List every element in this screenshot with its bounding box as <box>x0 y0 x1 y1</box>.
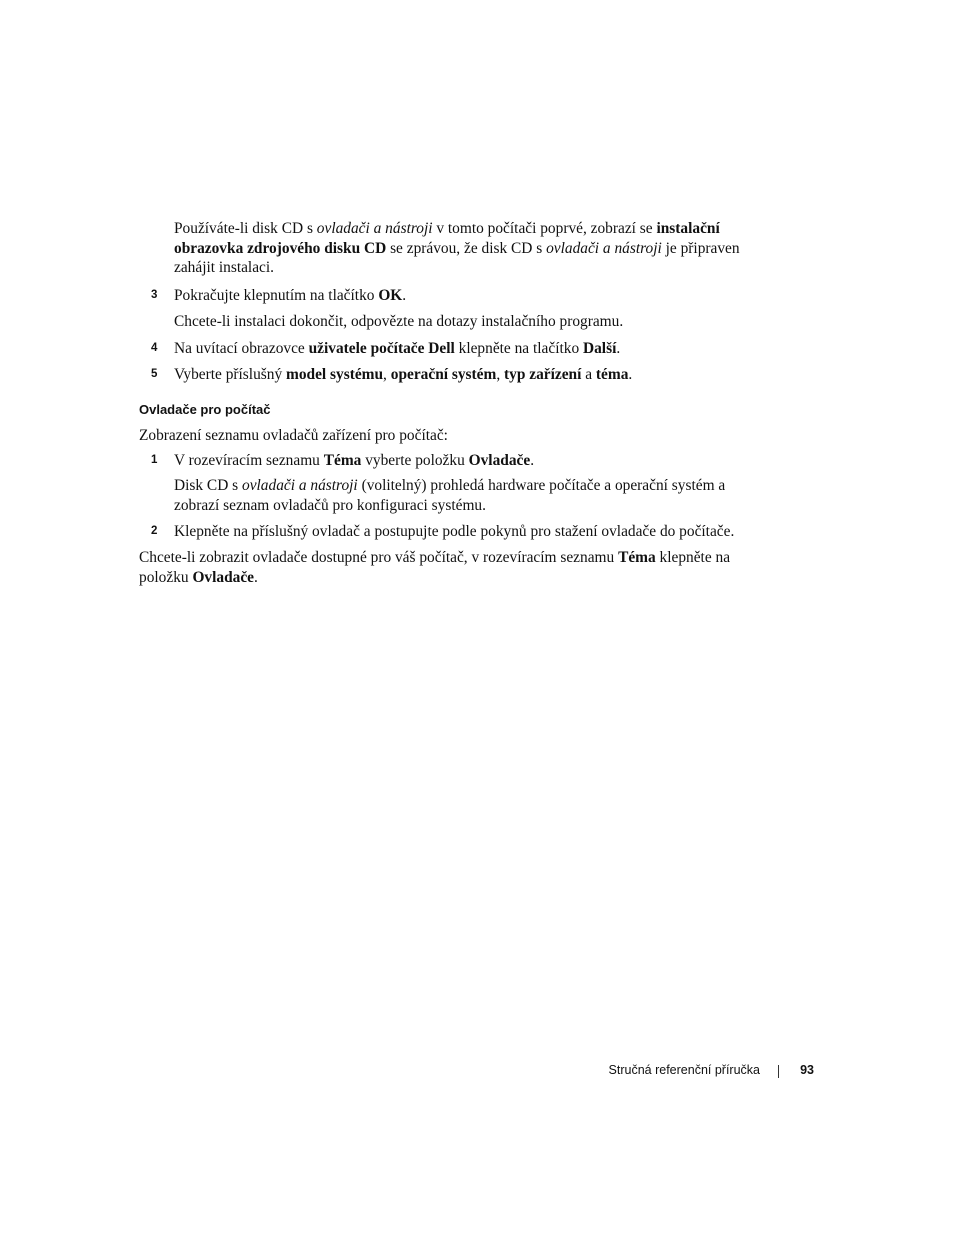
section-heading: Ovladače pro počítač <box>139 402 271 417</box>
section-step-1-text: V rozevíracím seznamu Téma vyberte položku Ovladače. <box>174 452 535 469</box>
footer-divider <box>778 1065 779 1078</box>
closing-paragraph: Chcete-li zobrazit ovladače dostupné pro váš počítač, v rozevíracím seznamu Téma klepněte na položku Ovladače. <box>139 549 731 586</box>
page-number: 93 <box>800 1063 814 1077</box>
step-3-note: Chcete-li instalaci dokončit, odpovězte na dotazy instalačního programu. <box>174 313 624 330</box>
step-4-text: Na uvítací obrazovce uživatele počítače Dell klepněte na tlačítko Další. <box>174 340 621 357</box>
step-3-number: 3 <box>151 289 158 301</box>
section-step-2-text: Klepněte na příslušný ovladač a postupujte podle pokynů pro stažení ovladače do počítače. <box>174 523 735 540</box>
step-3-text: Pokračujte klepnutím na tlačítko OK. <box>174 287 407 304</box>
section-step-1-note: Disk CD s ovladači a nástroji (volitelný) prohledá hardware počítače a operační systém a zobrazí seznam ovladačů pro konfiguraci systému. <box>174 477 726 514</box>
footer-title: Stručná referenční příručka <box>608 1063 760 1077</box>
section-step-1-number: 1 <box>151 454 158 466</box>
section-step-2-number: 2 <box>151 525 158 537</box>
page-footer <box>560 1061 814 1079</box>
intro-paragraph: Používáte-li disk CD s ovladači a nástroji v tomto počítači poprvé, zobrazí se instalační obrazovka zdrojového disku CD se zprávou, že disk CD s ovladači a nástroji je připraven zahájit instalaci. <box>174 220 740 277</box>
step-5-number: 5 <box>151 368 158 380</box>
step-5-text: Vyberte příslušný model systému, operační systém, typ zařízení a téma. <box>174 366 633 383</box>
step-4-number: 4 <box>151 342 158 354</box>
section-intro: Zobrazení seznamu ovladačů zařízení pro počítač: <box>139 427 448 444</box>
